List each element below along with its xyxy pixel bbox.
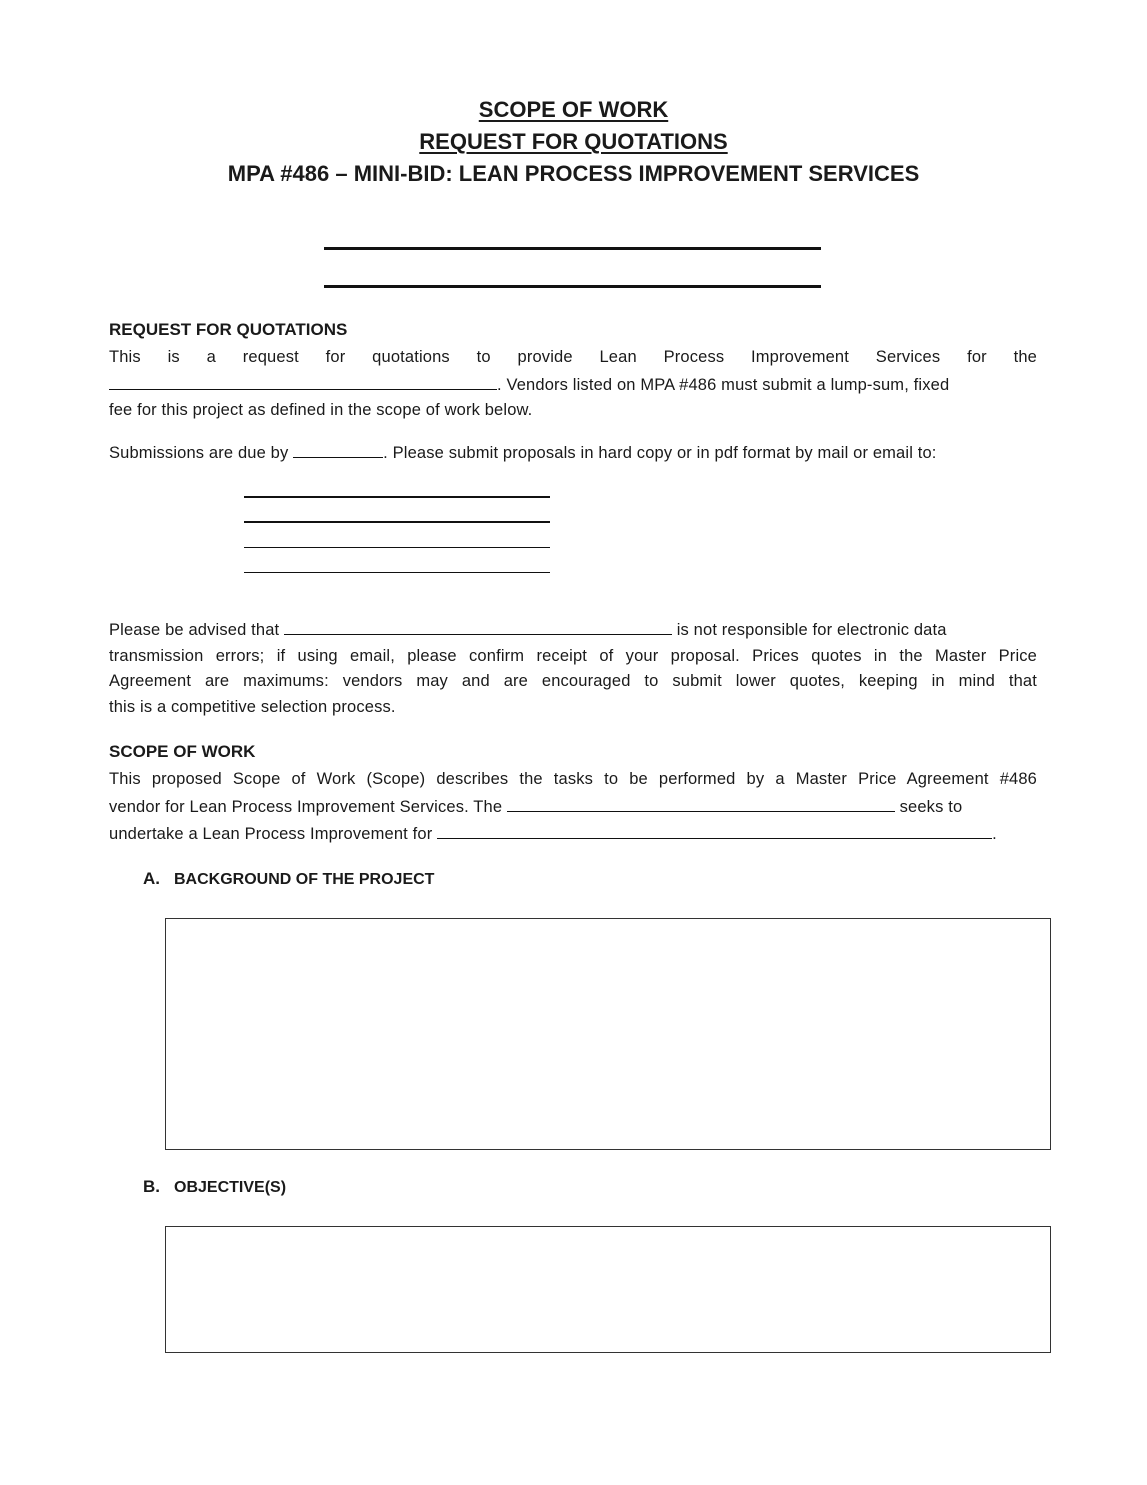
- rfq-p1-line2-text: . Vendors listed on MPA #486 must submit a lump-sum, fixed: [497, 375, 950, 394]
- rfq-p1-line3: fee for this project as defined in the scope of work below.: [109, 401, 533, 419]
- section-b-letter: B.: [143, 1177, 160, 1196]
- background-text-box[interactable]: [165, 918, 1051, 1150]
- rfq-p1-line2: [109, 371, 1037, 399]
- scope-paragraph: [109, 767, 1037, 848]
- scope-line3-after: .: [992, 825, 997, 843]
- rfq-p1-line1: This is a request for quotations to provide Lean Process Improvement Services for the: [109, 348, 1037, 366]
- scope-line3-before: undertake a Lean Process Improvement for: [109, 825, 438, 843]
- address-blank-line-4[interactable]: [244, 572, 550, 574]
- organization-blank[interactable]: [507, 793, 895, 812]
- due-date-blank[interactable]: [293, 439, 383, 458]
- rfq-p3-line4: this is a competitive selection process.: [109, 697, 396, 716]
- title-request-for-quotations: REQUEST FOR QUOTATIONS: [419, 129, 728, 154]
- rfq-p3-line3: Agreement are maximums: vendors may and are encouraged to submit lower quotes, keeping in mind that: [109, 672, 1037, 690]
- objectives-text-box[interactable]: [165, 1226, 1051, 1353]
- mailing-address-blanks: [244, 496, 550, 597]
- rfq-p2-text-before: Submissions are due by: [109, 444, 294, 462]
- section-b-heading: [143, 1177, 286, 1197]
- section-a-label: BACKGROUND OF THE PROJECT: [174, 871, 435, 888]
- title-mpa-mini-bid: MPA #486 – MINI-BID: LEAN PROCESS IMPROVEMENT SERVICES: [227, 161, 920, 186]
- scope-line2-before: vendor for Lean Process Improvement Services. The: [109, 797, 507, 816]
- section-a-letter: A.: [143, 869, 160, 888]
- title-scope-of-work: SCOPE OF WORK: [478, 97, 669, 122]
- rfq-paragraph-1: [109, 345, 1037, 424]
- rfq-p3-text-after: is not responsible for electronic data: [671, 621, 947, 639]
- rfq-p2-text-after: . Please submit proposals in hard copy or in pdf format by mail or email to:: [383, 444, 937, 462]
- address-blank-line-3[interactable]: [244, 547, 550, 549]
- section-a-heading: [143, 869, 434, 889]
- title-blank-line-1[interactable]: [324, 247, 821, 250]
- scope-heading: SCOPE OF WORK: [109, 742, 256, 761]
- rfq-heading: REQUEST FOR QUOTATIONS: [109, 320, 348, 339]
- project-name-blank[interactable]: [109, 371, 497, 390]
- rfq-p3-text-before: Please be advised that: [109, 621, 284, 639]
- improvement-target-blank[interactable]: [437, 820, 992, 839]
- title-blank-line-2[interactable]: [324, 285, 821, 288]
- scope-line2-after: seeks to: [894, 797, 963, 816]
- address-blank-line-1[interactable]: [244, 496, 550, 498]
- scope-line1: This proposed Scope of Work (Scope) describes the tasks to be performed by a Master Price Agreement #486: [109, 770, 1037, 788]
- section-b-label: OBJECTIVE(S): [174, 1179, 287, 1196]
- document-title: [0, 94, 1147, 190]
- rfq-paragraph-2: [109, 439, 1037, 467]
- rfq-paragraph-3: [109, 616, 1037, 720]
- agency-name-blank[interactable]: [284, 616, 672, 635]
- rfq-p3-line2: transmission errors; if using email, please confirm receipt of your proposal. Prices quotes in the Master Price: [109, 646, 1037, 665]
- address-blank-line-2[interactable]: [244, 521, 550, 523]
